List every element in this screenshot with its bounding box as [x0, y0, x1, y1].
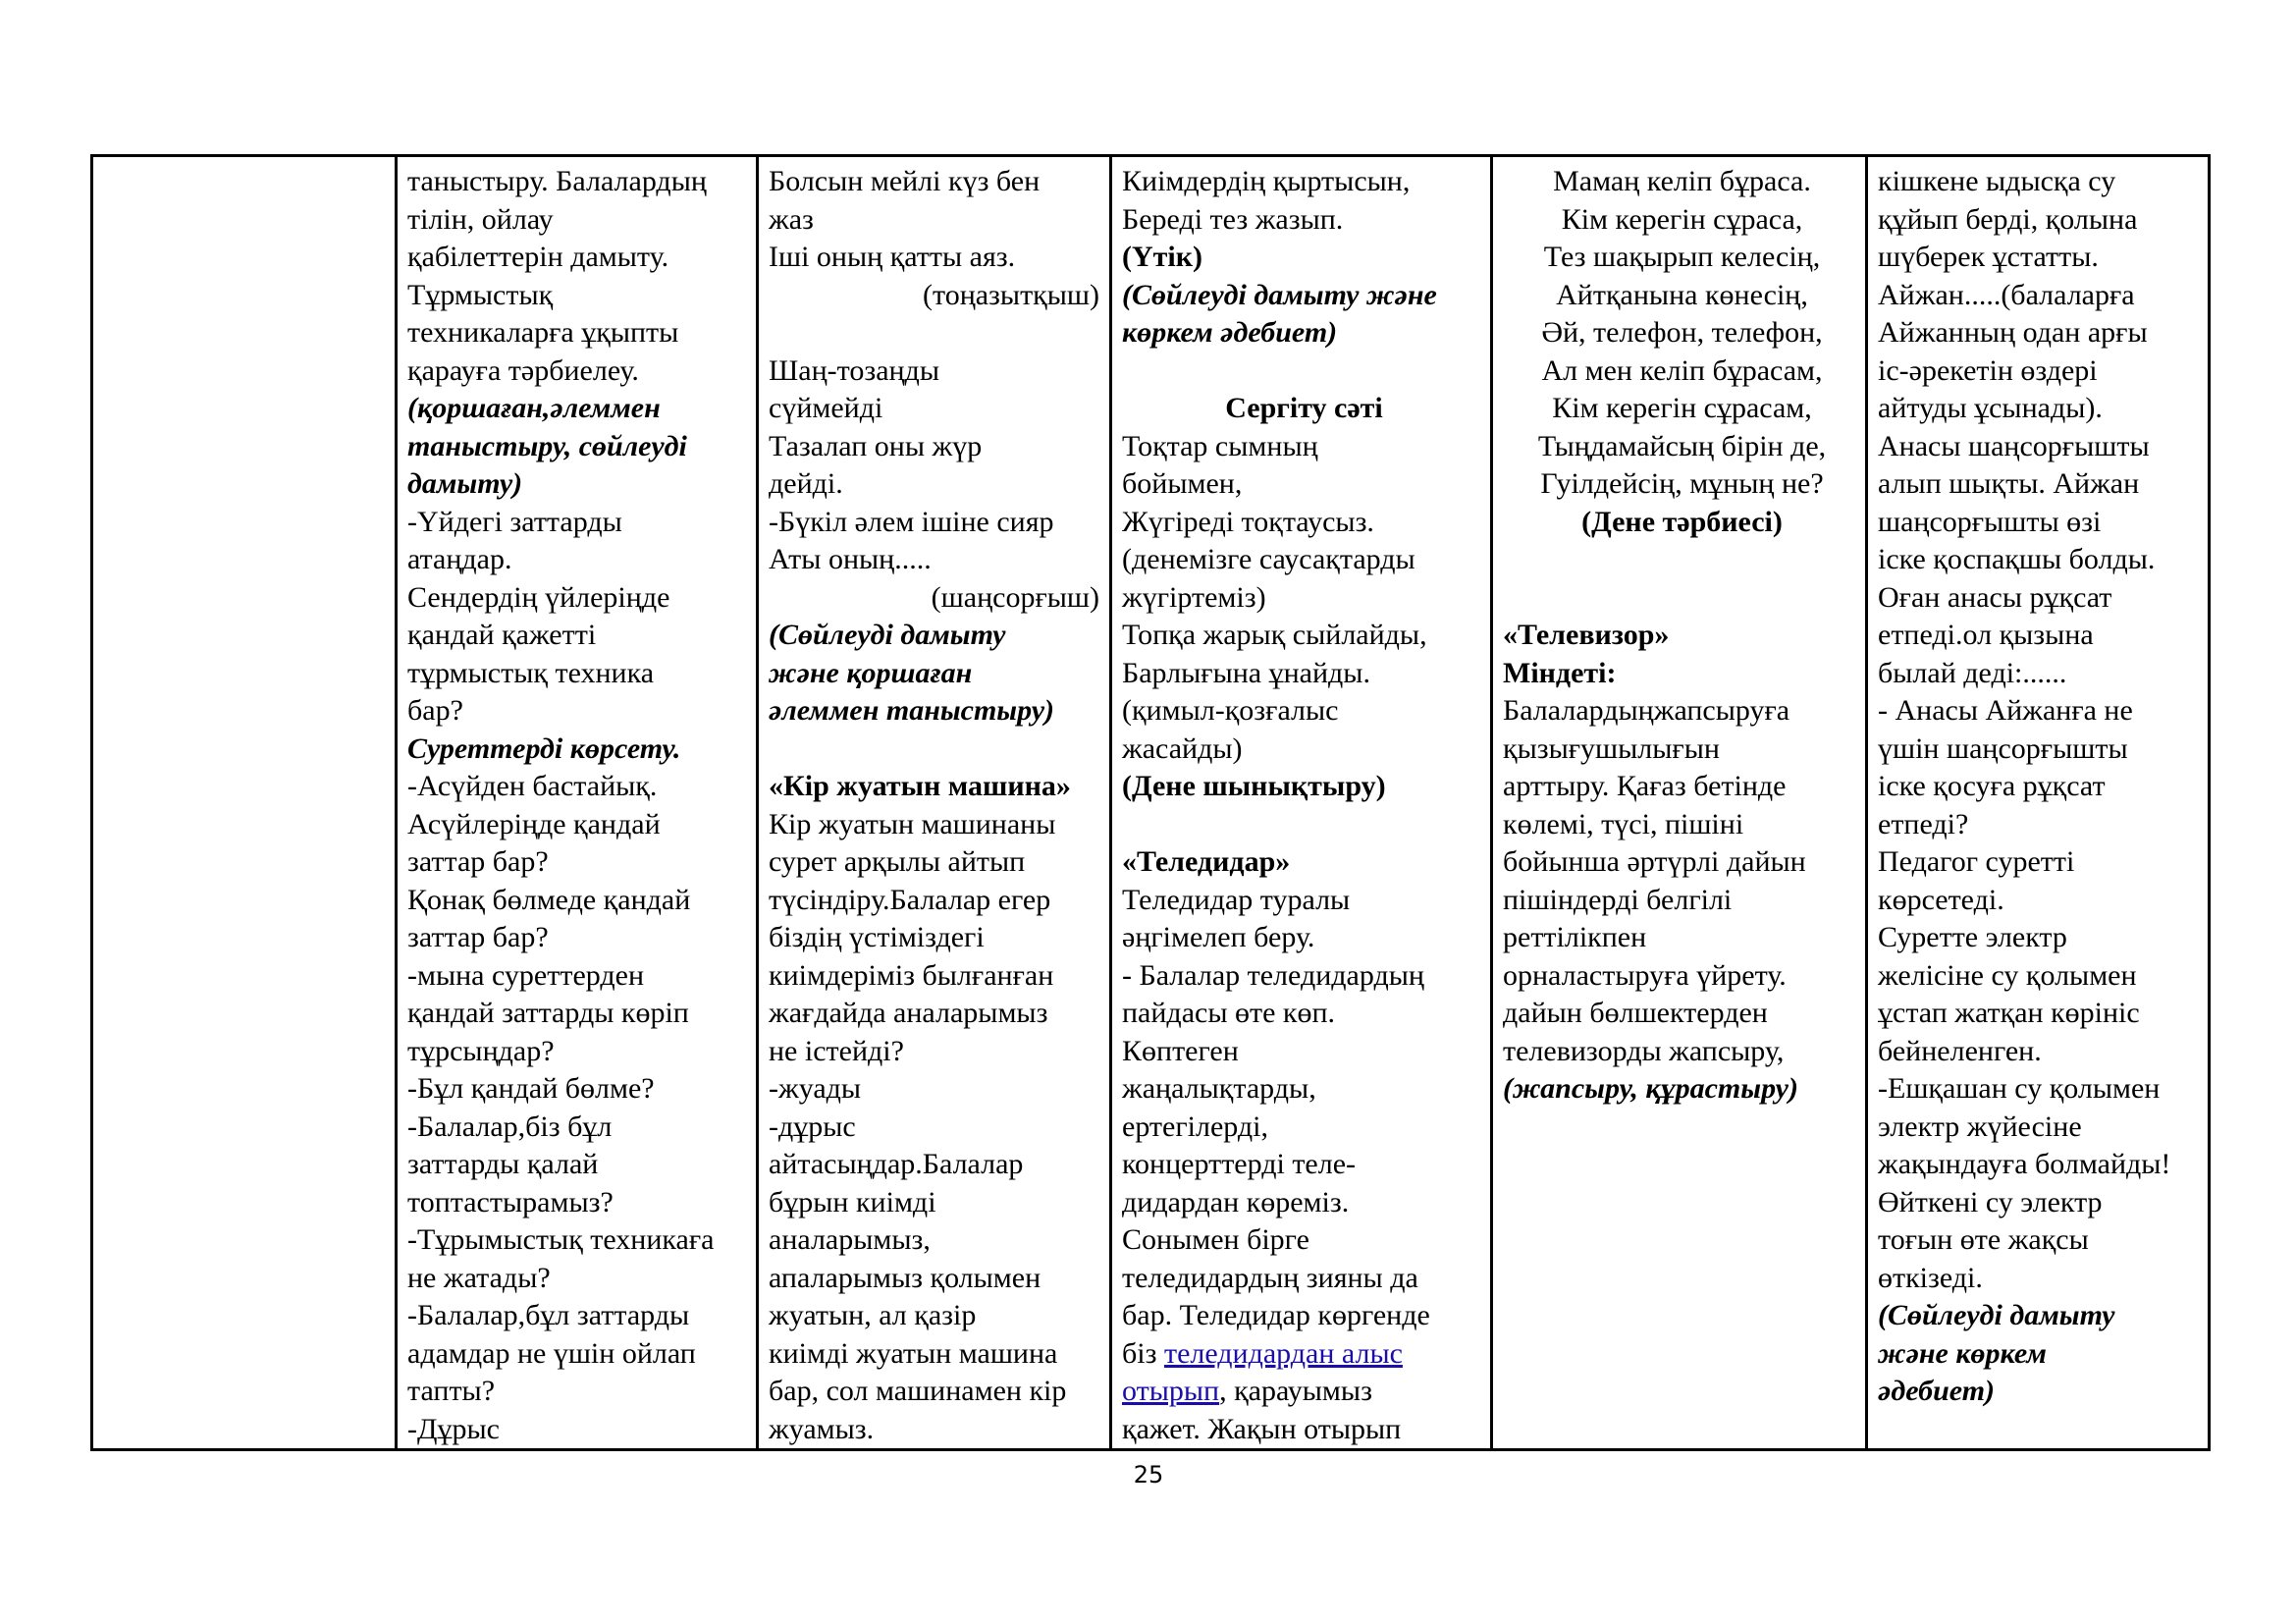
- text-line: пайдасы өте көп.: [1122, 997, 1336, 1029]
- text-line: [1503, 541, 1861, 579]
- text-line: жуамыз.: [769, 1412, 875, 1445]
- text-line: (жапсыру, құрастыру): [1503, 1072, 1798, 1105]
- table-row: [92, 156, 2210, 1450]
- text-line: Гуілдейсің, мұның не?: [1540, 467, 1824, 500]
- text-line: Кім керегін сұрасам,: [1552, 392, 1812, 424]
- table-cell-tv-talk: [1111, 156, 1492, 1450]
- text-line: біздің үстіміздегі: [769, 921, 985, 953]
- text-line: апаларымыз қолымен: [769, 1261, 1041, 1294]
- text-line: дидардан көреміз.: [1122, 1185, 1350, 1218]
- text-line: пішіндерді белгілі: [1503, 883, 1733, 916]
- text-line: жағдайда аналарымыз: [769, 997, 1048, 1029]
- text-line: ертегілерді,: [1122, 1110, 1268, 1143]
- text-line: заттарды қалай: [407, 1148, 599, 1180]
- text-line: электр жүйесіне: [1878, 1110, 2082, 1143]
- text-line: Сендердің үйлеріңде: [407, 580, 670, 614]
- text-line: заттар бар?: [407, 845, 549, 878]
- text-line: [1503, 579, 1861, 618]
- text-line: сурет арқылы айтып: [769, 845, 1026, 878]
- text-line: реттілікпен: [1503, 921, 1647, 953]
- text-line: (Сөйлеуді дамыту: [769, 619, 1006, 651]
- text-line: Тыңдамайсың бірін де,: [1537, 429, 1827, 462]
- text-line: Тез шақырып келесің,: [1543, 241, 1821, 273]
- text-line: Тазалап оны жүр: [769, 429, 983, 462]
- text-line: қызығушылығын: [1503, 731, 1720, 765]
- hyperlink[interactable]: теледидардан алыс: [1163, 1336, 1403, 1370]
- text-line: Суреттерді көрсету.: [407, 731, 681, 765]
- text-line: таныстыру. Балалардың: [407, 165, 707, 197]
- text-line: Асүйлеріңде қандай: [407, 807, 661, 840]
- text-line: Сергіту сәті: [1225, 392, 1383, 424]
- text-line: -Бұл қандай бөлме?: [407, 1072, 655, 1105]
- hyperlink[interactable]: отырып: [1122, 1375, 1220, 1407]
- text-line: қабілеттерін дамыту.: [407, 241, 669, 273]
- text-line: тілін, ойлау: [407, 202, 554, 236]
- text-line: дайын бөлшектерден: [1503, 997, 1768, 1029]
- text-line: шаңсорғышты өзі: [1878, 505, 2102, 538]
- text-line: бар. Теледидар көргенде: [1122, 1299, 1430, 1331]
- text-line: «Телевизор»: [1503, 619, 1670, 651]
- table-cell-riddles: [758, 156, 1111, 1450]
- text-line: аналарымыз,: [769, 1223, 931, 1256]
- text-line: жуатын, ал қазір: [769, 1299, 977, 1331]
- text-line: (Дене шынықтыру): [1122, 770, 1386, 802]
- text-line: [1122, 1335, 1486, 1374]
- text-line: тапты?: [407, 1375, 496, 1407]
- text-line: үшін шаңсорғышты: [1878, 731, 2128, 765]
- table-cell-empty: [92, 156, 397, 1450]
- text-line: және көркем: [1878, 1336, 2047, 1370]
- text-line: Барлығына ұнайды.: [1122, 656, 1370, 689]
- text-line: жаз: [769, 202, 814, 236]
- text-span: , қарауымыз: [1219, 1375, 1372, 1407]
- text-line: Педагог суретті: [1878, 845, 2075, 878]
- text-line: Сонымен бірге: [1122, 1223, 1309, 1256]
- text-line: Айжанның одан арғы: [1878, 316, 2148, 349]
- text-line: Аты оның.....: [769, 543, 932, 575]
- text-line: жақындауға болмайды!: [1878, 1148, 2171, 1180]
- text-line: -Дұрыс: [407, 1412, 500, 1445]
- table-cell-phone-poem: [1492, 156, 1867, 1450]
- text-line: сүймейді: [769, 392, 883, 424]
- text-line: Балалардыңжапсыруға: [1503, 694, 1790, 727]
- text-line: айтасыңдар.Балалар: [769, 1148, 1024, 1180]
- text-line: жүгіртеміз): [1122, 580, 1266, 614]
- text-line: өткізеді.: [1878, 1261, 1983, 1294]
- text-line: -Асүйден бастайық.: [407, 770, 658, 802]
- text-line: (Үтік): [1122, 241, 1203, 273]
- text-span: біз: [1122, 1336, 1164, 1370]
- text-line: Анасы шаңсорғышты: [1878, 429, 2150, 462]
- text-line: алып шықты. Айжан: [1878, 467, 2140, 500]
- text-line: киімдеріміз былғанған: [769, 958, 1054, 992]
- text-line: топтастырамыз?: [407, 1185, 614, 1218]
- text-line: Киімдердің қыртысын,: [1122, 165, 1411, 197]
- text-line: және қоршаған: [769, 656, 973, 689]
- text-line: Міндеті:: [1503, 656, 1617, 689]
- text-line: концерттерді теле-: [1122, 1148, 1357, 1180]
- text-line: (тоңазытқыш): [922, 278, 1099, 311]
- page-number: 25: [1133, 1461, 1164, 1489]
- text-line: етпеді.ол қызына: [1878, 619, 2094, 651]
- text-line: әңгімелеп беру.: [1122, 921, 1315, 953]
- text-line: [1122, 806, 1486, 844]
- text-line: шүберек ұстатты.: [1878, 241, 2099, 273]
- text-line: түсіндіру.Балалар егер: [769, 883, 1051, 916]
- text-line: желісіне су қолымен: [1878, 958, 2137, 992]
- text-line: Қонақ бөлмеде қандай: [407, 883, 691, 916]
- text-line: Ал мен келіп бұрасам,: [1541, 353, 1823, 387]
- text-line: бойынша әртүрлі дайын: [1503, 845, 1806, 878]
- text-line: (Дене тәрбиесі): [1581, 505, 1783, 538]
- text-line: көрсетеді.: [1878, 883, 2004, 916]
- text-line: Шаң-тозаңды: [769, 353, 939, 387]
- text-line: көлемі, түсі, пішіні: [1503, 807, 1744, 840]
- text-line: -дұрыс: [769, 1110, 856, 1143]
- text-line: -Балалар,біз бұл: [407, 1110, 613, 1143]
- text-line: бар?: [407, 694, 463, 727]
- text-line: Айтқанына көнесің,: [1556, 278, 1808, 311]
- text-line: тұрсыңдар?: [407, 1034, 555, 1067]
- text-line: не істейді?: [769, 1034, 904, 1067]
- table-cell-topic-intro: [397, 156, 758, 1450]
- text-line: іске қосуға рұқсат: [1878, 770, 2106, 802]
- text-line: (Сөйлеуді дамыту және: [1122, 278, 1437, 311]
- text-line: бұрын киімді: [769, 1185, 936, 1218]
- text-line: кішкене ыдысқа су: [1878, 165, 2116, 197]
- text-line: бойымен,: [1122, 467, 1243, 500]
- lesson-plan-table: [90, 154, 2211, 1451]
- text-line: тоғын өте жақсы: [1878, 1223, 2089, 1256]
- text-line: [1122, 352, 1486, 391]
- text-line: адамдар не үшін ойлап: [407, 1336, 696, 1370]
- text-line: [769, 314, 1105, 352]
- text-line: Айжан.....(балаларға: [1878, 278, 2135, 311]
- text-line: жаңалықтарды,: [1122, 1072, 1316, 1105]
- text-line: Жүгіреді тоқтаусыз.: [1122, 505, 1374, 538]
- text-line: - Анасы Айжанға не: [1878, 694, 2133, 727]
- text-line: Береді тез жазып.: [1122, 202, 1344, 236]
- text-line: іс-әрекетін өздері: [1878, 353, 2098, 387]
- text-line: қандай заттарды көріп: [407, 997, 689, 1029]
- text-line: «Теледидар»: [1122, 845, 1291, 878]
- text-line: Тұрмыстық: [407, 278, 554, 311]
- text-line: Кім керегін сұраса,: [1561, 202, 1803, 236]
- text-line: Көптеген: [1122, 1034, 1239, 1067]
- text-line: дамыту): [407, 467, 523, 500]
- text-line: заттар бар?: [407, 921, 549, 953]
- text-line: техникаларға ұқыпты: [407, 316, 679, 349]
- text-line: дейді.: [769, 467, 843, 500]
- text-line: (Сөйлеуді дамыту: [1878, 1299, 2115, 1331]
- text-line: -мына суреттерден: [407, 958, 645, 992]
- text-line: іске қоспақшы болды.: [1878, 543, 2156, 575]
- text-line: -Үйдегі заттарды: [407, 505, 622, 538]
- text-line: тұрмыстық техника: [407, 656, 655, 689]
- text-line: Өйткені су электр: [1878, 1185, 2103, 1218]
- text-line: Кір жуатын машинаны: [769, 807, 1056, 840]
- text-line: бар, сол машинамен кір: [769, 1375, 1067, 1407]
- text-line: [769, 731, 1105, 769]
- text-line: теледидардың зияны да: [1122, 1261, 1418, 1294]
- text-line: қарауға тәрбиелеу.: [407, 353, 639, 387]
- text-line: [1122, 1373, 1486, 1411]
- text-line: киімді жуатын машина: [769, 1336, 1058, 1370]
- text-line: Суретте электр: [1878, 921, 2067, 953]
- text-line: (қимыл-қозғалыс: [1122, 694, 1339, 727]
- text-line: таныстыру, сөйлеуді: [407, 429, 687, 462]
- text-line: (шаңсорғыш): [931, 580, 1099, 614]
- text-line: көркем әдебиет): [1122, 316, 1338, 349]
- text-line: қандай қажетті: [407, 619, 597, 651]
- text-line: -Бүкіл әлем ішіне сияр: [769, 505, 1054, 538]
- text-line: бейнеленген.: [1878, 1034, 2042, 1067]
- text-line: атаңдар.: [407, 543, 512, 575]
- text-line: әдебиет): [1878, 1375, 1996, 1407]
- text-line: не жатады?: [407, 1261, 551, 1294]
- text-line: Теледидар туралы: [1122, 883, 1351, 916]
- text-line: (қоршаған,әлеммен: [407, 392, 661, 424]
- text-line: арттыру. Қағаз бетінде: [1503, 770, 1787, 802]
- table-cell-story: [1867, 156, 2210, 1450]
- text-line: -жуады: [769, 1072, 862, 1105]
- text-line: Іші оның қатты аяз.: [769, 241, 1016, 273]
- text-line: Мамаң келіп бұраса.: [1553, 165, 1811, 197]
- text-line: - Балалар теледидардың: [1122, 958, 1424, 992]
- text-line: қажет. Жақын отырып: [1122, 1412, 1402, 1445]
- text-line: -Тұрымыстық техникаға: [407, 1223, 715, 1256]
- text-line: -Балалар,бұл заттарды: [407, 1299, 690, 1331]
- text-line: әлеммен таныстыру): [769, 694, 1055, 727]
- text-line: -Ешқашан су қолымен: [1878, 1072, 2161, 1105]
- text-line: былай деді:......: [1878, 656, 2067, 689]
- text-line: (денемізге саусақтарды: [1122, 543, 1415, 575]
- text-line: ұстап жатқан көрініс: [1878, 997, 2140, 1029]
- text-line: Болсын мейлі күз бен: [769, 165, 1041, 197]
- text-line: орналастыруға үйрету.: [1503, 958, 1787, 992]
- text-line: етпеді?: [1878, 807, 1969, 840]
- text-line: құйып берді, қолына: [1878, 202, 2138, 236]
- text-line: «Кір жуатын машина»: [769, 770, 1071, 802]
- text-line: Әй, телефон, телефон,: [1541, 316, 1823, 349]
- text-line: Оған анасы рұқсат: [1878, 580, 2112, 614]
- text-line: Топқа жарық сыйлайды,: [1122, 619, 1427, 651]
- text-line: жасайды): [1122, 731, 1243, 765]
- text-line: Тоқтар сымның: [1122, 429, 1318, 462]
- text-line: телевизорды жапсыру,: [1503, 1034, 1785, 1067]
- text-line: айтуды ұсынады).: [1878, 392, 2103, 424]
